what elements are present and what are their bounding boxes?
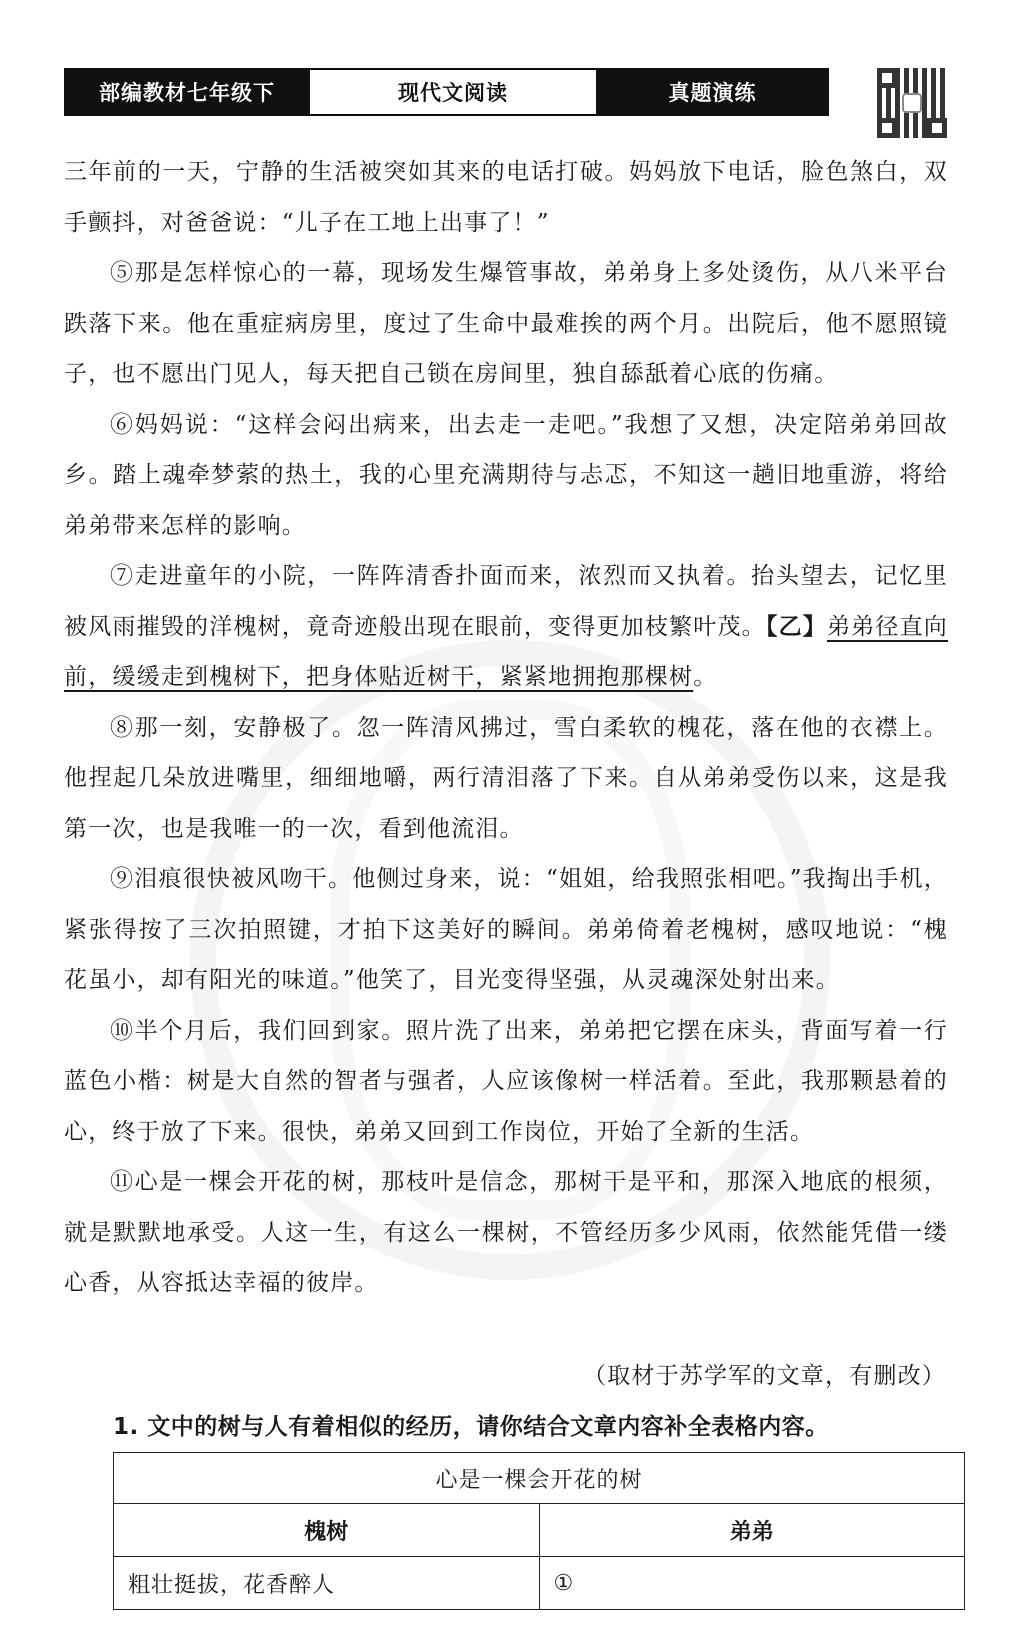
practice-label: 真题演练 (598, 70, 827, 114)
answer-table (113, 1452, 965, 1610)
grade-label: 部编教材七年级下 (66, 70, 308, 114)
qr-code-icon[interactable] (877, 68, 947, 138)
paragraph-10: ⑩半个月后，我们回到家。照片洗了出来，弟弟把它摆在床头，背面写着一行蓝色小楷：树是大自然的智者与强者，人应该像树一样活着。至此，我那颗悬着的心，终于放了下来。很快，弟弟又回到工作岗位，开始了全新的生活。 (64, 1017, 948, 1145)
paragraph-11: ⑪心是一棵会开花的树，那枝叶是信念，那树干是平和，那深入地底的根须，就是默默地承受。人这一生，有这么一棵树，不管经历多少风雨，依然能凭借一缕心香，从容抵达幸福的彼岸。 (64, 1169, 948, 1296)
paragraph-7-text: ⑦走进童年的小院，一阵阵清香扑面而来，浓烈而又执着。抬头望去，记忆里被风雨摧毁的洋槐树，竟奇迹般出现在眼前，变得更加枝繁叶茂。 (64, 563, 948, 640)
paragraph-8: ⑧那一刻，安静极了。忽一阵清风拂过，雪白柔软的槐花，落在他的衣襟上。他捏起几朵放进嘴里，细细地嚼，两行清泪落了下来。自从弟弟受伤以来，这是我第一次，也是我唯一的一次，看到他流泪。 (64, 714, 948, 842)
article-body (64, 147, 948, 1309)
table-cell-huaishu-1: 粗壮挺拔，花香醉人 (114, 1557, 540, 1610)
table-header-didi: 弟弟 (539, 1504, 965, 1557)
table-title: 心是一棵会开花的树 (114, 1453, 965, 1504)
paragraph-9: ⑨泪痕很快被风吻干。他侧过身来，说：“姐姐，给我照张相吧。”我掏出手机，紧张得按了三次拍照键，才拍下这美好的瞬间。弟弟倚着老槐树，感叹地说：“槐花虽小，却有阳光的味道。”他笑了，目光变得坚强，从灵魂深处射出来。 (64, 866, 948, 993)
header-bar (64, 68, 829, 116)
paragraph-7-end: 。 (693, 664, 718, 690)
section-label: 现代文阅读 (308, 70, 598, 114)
question-1: 1. 文中的树与人有着相似的经历，请你结合文章内容补全表格内容。 (113, 1414, 829, 1440)
paragraph-6: ⑥妈妈说：“这样会闷出病来，出去走一走吧。”我想了又想，决定陪弟弟回故乡。踏上魂牵梦萦的热土，我的心里充满期待与忐忑，不知这一趟旧地重游，将给弟弟带来怎样的影响。 (64, 411, 948, 539)
paragraph-5: ⑤那是怎样惊心的一幕，现场发生爆管事故，弟弟身上多处烫伤，从八米平台跌落下来。他在重症病房里，度过了生命中最难挨的两个月。出院后，他不愿照镜子，也不愿出门见人，每天把自己锁在房间里，独自舔舐着心底的伤痛。 (64, 260, 948, 387)
underlined-sentence: 弟弟径直向前，缓缓走到槐树下，把身体贴近树干，紧紧地拥抱那棵树 (64, 613, 948, 690)
mark-yi: 【乙】 (765, 612, 827, 640)
paragraph-7 (64, 551, 948, 703)
source-citation: （取材于苏学军的文章，有删改） (583, 1363, 946, 1389)
paragraph-4: 三年前的一天，宁静的生活被突如其来的电话打破。妈妈放下电话，脸色煞白，双手颤抖，对爸爸说：“儿子在工地上出事了！” (64, 159, 948, 236)
table-header-huaishu: 槐树 (114, 1504, 540, 1557)
table-cell-answer-1[interactable]: ① (539, 1557, 965, 1610)
